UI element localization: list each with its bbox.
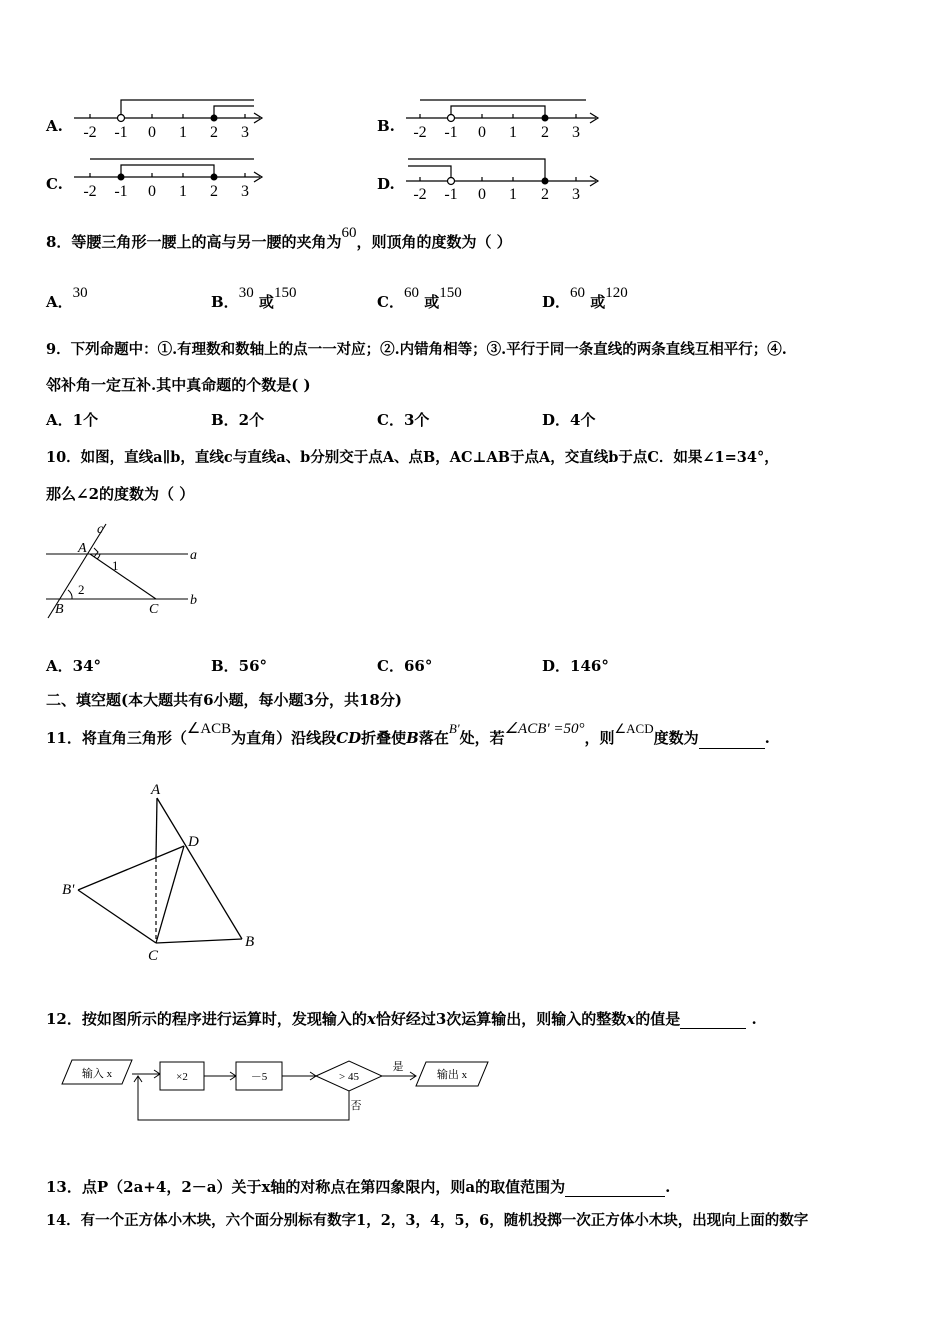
q13-text: 13．点P（2a+4，2－a）关于x轴的对称点在第四象限内，则a的取值范围为: [46, 1178, 566, 1196]
tick-label: 3: [241, 124, 249, 141]
tick-label: -2: [83, 124, 97, 141]
q8-option-c: [377, 285, 462, 313]
q11-point-bprime: B': [448, 721, 460, 736]
q7-option-d-label: D.: [377, 175, 395, 193]
fig-label-a: a: [190, 548, 197, 563]
tick-label: -1: [444, 124, 458, 141]
q11-angle-acd: ∠ACD: [614, 721, 654, 736]
q12-flowchart: [56, 1052, 496, 1124]
q7-option-b-label: B.: [377, 117, 395, 135]
q7-option-a-numberline: [68, 96, 268, 146]
tick-label: -1: [114, 183, 128, 200]
q12-text: 的值是: [635, 1010, 681, 1028]
q8-suffix: ，则顶角的度数为（ ）: [356, 233, 512, 251]
q9-option-d: D．4个: [542, 411, 596, 429]
tick-label: 2: [210, 183, 218, 200]
q8-option-a: [46, 285, 88, 313]
fig-label-C: C: [148, 948, 159, 964]
tick-label: -2: [83, 183, 97, 200]
q8-prefix: 8．等腰三角形一腰上的高与另一腰的夹角为: [46, 233, 342, 251]
tick-label: 2: [210, 124, 218, 141]
q12-answer-blank[interactable]: [680, 1012, 746, 1029]
q10-option-c: C．66°: [377, 657, 433, 675]
tick-label: -2: [413, 124, 427, 141]
tick-label: -2: [413, 186, 427, 203]
option-value: 30: [238, 285, 254, 301]
q11-text: 落在: [418, 729, 449, 747]
fig-label-A: A: [151, 782, 161, 798]
q11-text: 为直角）沿线段: [231, 729, 337, 747]
q11-end: .: [764, 729, 770, 747]
q11-text: 折叠使: [361, 729, 407, 747]
flow-multiply: ×2: [176, 1071, 188, 1083]
q11-text: 度数为: [653, 729, 699, 747]
q8-option-d: [542, 285, 628, 313]
flow-no: 否: [350, 1100, 362, 1112]
q7-option-b-numberline: [400, 96, 605, 146]
tick-label: 3: [572, 124, 580, 141]
flow-input: 输入 x: [81, 1068, 113, 1080]
option-value: 30: [72, 285, 88, 301]
question-14-stem: 14．有一个正方体小木块，六个面分别标有数字1，2，3，4，5，6，随机投掷一次正方体小木块，出现向上面的数字: [46, 1212, 809, 1229]
question-9-line2: 邻补角一定互补.其中真命题的个数是( ): [46, 376, 311, 394]
q7-option-a-label: A.: [46, 117, 63, 135]
fig-label-b: b: [190, 593, 197, 608]
tick-label: 0: [478, 124, 486, 141]
tick-label: 0: [148, 124, 156, 141]
q10-option-d: D．146°: [542, 657, 609, 675]
q13-end: .: [665, 1178, 671, 1196]
option-value: 150: [439, 285, 462, 301]
tick-label: -1: [114, 124, 128, 141]
q8-angle: 60: [341, 225, 357, 241]
q11-answer-blank[interactable]: [699, 732, 765, 749]
option-value: 120: [605, 285, 628, 301]
tick-label: 3: [241, 183, 249, 200]
q7-option-c-numberline: [68, 155, 268, 205]
q12-var-x: x: [626, 1010, 636, 1028]
q11-condition: ∠ACB' =50°: [504, 721, 585, 737]
question-9-line1: 9．下列命题中：①.有理数和数轴上的点一一对应；②.内错角相等；③.平行于同一条直线的两条直线互相平行；④.: [46, 341, 787, 358]
q11-text: ，则: [584, 729, 615, 747]
q12-end: .: [751, 1010, 757, 1028]
q11-fold-triangle-figure: [56, 778, 276, 968]
q12-var-x: x: [366, 1010, 376, 1028]
q10-option-a: A．34°: [46, 657, 102, 675]
tick-label: 1: [179, 124, 187, 141]
q11-point-b: B: [406, 729, 419, 747]
flow-subtract: －5: [250, 1071, 268, 1083]
option-value: 60: [403, 285, 419, 301]
question-10-line1: 10．如图，直线a∥b，直线c与直线a、b分别交于点A、点B，AC⊥AB于点A，交直线b于点C．如果∠1=34°，: [46, 449, 779, 466]
fig-label-B: B: [55, 602, 64, 617]
tick-label: 2: [541, 124, 549, 141]
or-word: 或: [258, 293, 274, 311]
option-label: C．: [377, 293, 404, 311]
tick-label: 0: [148, 183, 156, 200]
q11-text: 处，若: [459, 729, 505, 747]
or-word: 或: [424, 293, 440, 311]
q7-option-c-label: C.: [46, 175, 63, 193]
q13-answer-blank[interactable]: [565, 1180, 665, 1197]
q11-segment-cd: CD: [336, 729, 362, 747]
fig-label-C: C: [149, 602, 159, 617]
tick-label: 2: [541, 186, 549, 203]
question-11-stem: [46, 721, 770, 749]
option-value: 60: [570, 285, 586, 301]
q10-option-b: B．56°: [211, 657, 268, 675]
tick-label: 1: [509, 186, 517, 203]
q11-angle-acb: ∠ACB: [186, 721, 232, 737]
section-2-heading: 二、填空题(本大题共有6小题，每小题3分，共18分): [46, 691, 402, 709]
tick-label: 0: [478, 186, 486, 203]
tick-label: -1: [444, 186, 458, 203]
option-value: 150: [273, 285, 297, 301]
flow-compare: > 45: [339, 1071, 359, 1083]
fig-label-A: A: [78, 541, 87, 556]
option-label: A．: [46, 293, 73, 311]
q9-option-c: C．3个: [377, 411, 430, 429]
option-label: D．: [542, 293, 571, 311]
fig-label-D: D: [188, 834, 199, 850]
question-13-stem: [46, 1177, 670, 1197]
question-8-stem: [46, 225, 512, 253]
q12-text: 12．按如图所示的程序进行运算时，发现输入的: [46, 1010, 367, 1028]
flow-output: 输出 x: [436, 1069, 468, 1081]
or-word: 或: [590, 293, 606, 311]
q12-text: 恰好经过3次运算输出，则输入的整数: [375, 1010, 627, 1028]
q10-parallel-lines-figure: [40, 518, 210, 624]
question-12-stem: [46, 1009, 757, 1029]
flow-yes: 是: [392, 1061, 404, 1073]
question-10-line2: 那么∠2的度数为（ ）: [46, 485, 195, 503]
q9-option-a: A．1个: [46, 411, 99, 429]
fig-label-angle1: 1: [112, 558, 119, 573]
q9-option-b: B．2个: [211, 411, 265, 429]
option-label: B．: [211, 293, 239, 311]
fig-label-B: B: [245, 934, 255, 950]
tick-label: 3: [572, 186, 580, 203]
q7-option-d-numberline: [400, 155, 605, 205]
q11-text: 11．将直角三角形（: [46, 729, 187, 747]
fig-label-angle2: 2: [78, 582, 85, 597]
q8-option-b: [211, 285, 297, 313]
fig-label-c: c: [97, 522, 104, 537]
tick-label: 1: [509, 124, 517, 141]
fig-label-Bprime: B': [62, 882, 75, 898]
tick-label: 1: [179, 183, 187, 200]
